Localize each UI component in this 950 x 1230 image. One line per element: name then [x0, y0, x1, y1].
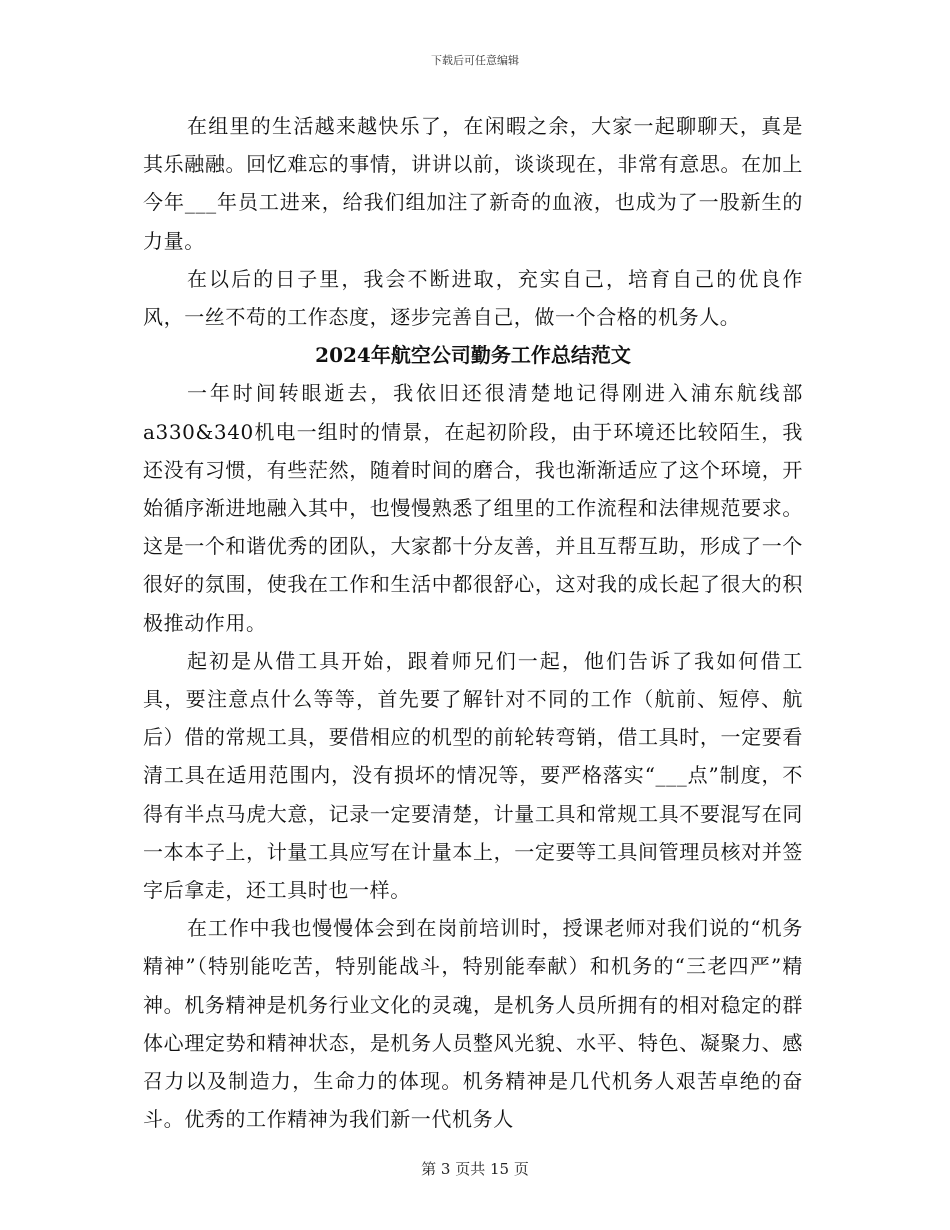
section-title: 2024年航空公司勤务工作总结范文 [315, 343, 631, 368]
paragraph: 一年时间转眼逝去，我依旧还很清楚地记得刚进入浦东航线部a330&340机电一组时的情景，在起初阶段，由于环境还比较陌生，我还没有习惯，有些茫然，随着时间的磨合，我也渐渐适应了这个环境，开始循序渐进地融入其中，也慢慢熟悉了组里的工作流程和法律规范要求。这是一个和谐优秀的团队，大家都十分友善，并且互帮互助，形成了一个很好的氛围，使我在工作和生活中都很舒心，这对我的成长起了很大的积极推动作用。 [143, 381, 803, 635]
paragraph: 在以后的日子里，我会不断进取，充实自己，培育自己的优良作风，一丝不苟的工作态度，逐步完善自己，做一个合格的机务人。 [143, 266, 803, 330]
paragraph: 在组里的生活越来越快乐了，在闲暇之余，大家一起聊聊天，真是其乐融融。回忆难忘的事情，讲讲以前，谈谈现在，非常有意思。在加上今年___年员工进来，给我们组加注了新奇的血液，也成为了一股新生的力量。 [143, 114, 803, 253]
paragraph: 在工作中我也慢慢体会到在岗前培训时，授课老师对我们说的“机务精神”（特别能吃苦，特别能战斗，特别能奉献）和机务的“三老四严”精神。机务精神是机务行业文化的灵魂，是机务人员所拥有的相对稳定的群体心理定势和精神状态，是机务人员整风光貌、水平、特色、凝聚力、感召力以及制造力，生命力的体现。机务精神是几代机务人艰苦卓绝的奋斗。优秀的工作精神为我们新一代机务人 [143, 916, 803, 1132]
paragraph: 起初是从借工具开始，跟着师兄们一起，他们告诉了我如何借工具，要注意点什么等等，首先要了解针对不同的工作（航前、短停、航后）借的常规工具，要借相应的机型的前轮转弯销，借工具时，一定要看清工具在适用范围内，没有损坏的情况等，要严格落实“___点”制度，不得有半点马虎大意，记录一定要清楚，计量工具和常规工具不要混写在同一本本子上，计量工具应写在计量本上，一定要等工具间管理员核对并签字后拿走，还工具时也一样。 [143, 648, 803, 903]
document-body [143, 107, 803, 1138]
page-footer: 第 3 页共 15 页 [421, 1160, 529, 1178]
page-header: 下载后可任意编辑 [431, 54, 519, 67]
